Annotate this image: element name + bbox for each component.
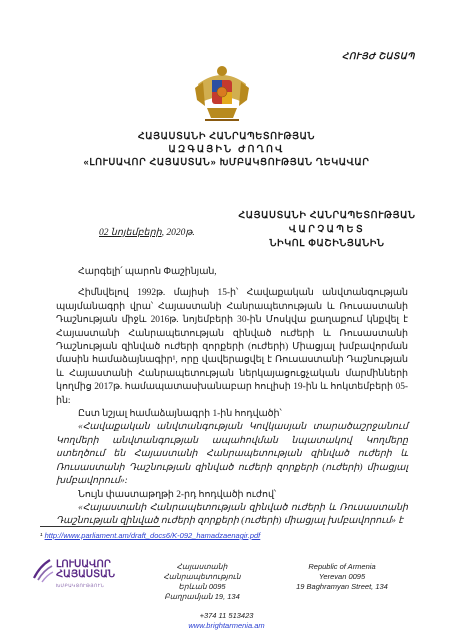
footnote bbox=[40, 531, 260, 540]
coat-of-arms-emblem bbox=[193, 62, 251, 124]
urgency-stamp: ՀՈՒՅԺ ՇԱՏԱՊ bbox=[341, 51, 415, 61]
addressee-line-title: ՎԱՐՉԱՊԵՏ bbox=[288, 224, 366, 235]
address-am-line: Երևան 0095 bbox=[178, 582, 226, 591]
address-am-line: Հայաստանի Հանրապետություն bbox=[163, 562, 241, 581]
body-paragraph: Նույն փաստաթղթի 2-րդ հոդվածի ուժով՝ bbox=[78, 489, 277, 500]
logo-wordmark bbox=[56, 560, 115, 580]
phone-number: +374 11 513423 bbox=[199, 611, 254, 620]
address-am-line: Բաղրամյան 19, 134 bbox=[164, 592, 240, 601]
website-link[interactable]: www.brightarmenia.am bbox=[188, 621, 265, 630]
date-year: , 2020թ. bbox=[161, 228, 195, 238]
body-paragraph: Ըստ նշյալ համաձայնագրի 1-ին հոդվածի՝ bbox=[78, 409, 282, 420]
address-armenian bbox=[150, 562, 254, 602]
body-paragraph: Հիմնվելով 1992թ. մայիսի 15-ի՝ Հավաքական անվտանգության պայմանագրի վրա՝ Հայաստանի Հանրապետության և Ռուսաստանի Դաշնության միջև 2016թ. նոյեմբերի 30-ին Մոսկվա քաղաքում կնքվել է Հայաստանի Հանրապետության զինված ուժերի և Ռուսաստանի Դաշնության զինված ուժերի զորքերի (ուժերի) Միացյալ խմբավորման մասին համաձայնագիր¹, որը վավերացվել է Ռուսաստանի Դաշնության և Հայաստանի Հանրապետության ներկայացուցչական մարմինների կողմից 2017թ. համապատասխանաբար հուլիսի 19-ին և հոկտեմբերի 05-ին: bbox=[56, 288, 408, 406]
logo-subtitle: ԽՄԲԱԿՑՈՒԹՅՈՒՆ bbox=[56, 583, 105, 588]
org-line-assembly: ԱԶԳԱՅԻՆ ԺՈՂՈՎ bbox=[168, 144, 285, 155]
body-quote: «Հայաստանի Հանրապետության զինված ուժերի և Ռուսաստանի Դաշնության զինված ուժերի զորքերի (ուժերի) միացյալ խմբավորում» է bbox=[56, 502, 408, 527]
date-day: 02 նոյեմբերի bbox=[99, 228, 162, 238]
footnote-marker: ¹ bbox=[40, 531, 43, 540]
org-line-republic: ՀԱՅԱՍՏԱՆԻ ՀԱՆՐԱՊԵՏՈՒԹՅԱՆ bbox=[137, 131, 316, 142]
salutation: Հարգելի՛ պարոն Փաշինյան, bbox=[78, 267, 217, 277]
contact-info bbox=[0, 611, 453, 631]
addressee-block bbox=[232, 209, 422, 251]
footnote-divider bbox=[40, 526, 160, 527]
logo-word-bottom: ՀԱՅԱՍՏԱՆ bbox=[56, 569, 116, 580]
letter-date bbox=[99, 227, 195, 238]
body-quote: «Հավաքական անվտանգության Կովկասյան տարածաշրջանում Կողմերի անվտանգության ապահովման նպատակով Կողմերը ստեղծում են Հայաստանի Հանրապետության զինված ուժերի և Ռուսաստանի Դաշնության զինված ուժերի զորքերի (ուժերի) միացյալ խմբավորում»: bbox=[56, 422, 408, 487]
logo-word-top: ԼՈՒՍԱՎՈՐ bbox=[56, 559, 111, 570]
address-english bbox=[272, 562, 412, 592]
addressee-line-republic: ՀԱՅԱՍՏԱՆԻ ՀԱՆՐԱՊԵՏՈՒԹՅԱՆ bbox=[238, 210, 416, 221]
letter-body bbox=[56, 266, 408, 529]
sender-organization bbox=[0, 130, 453, 169]
address-en-line: Republic of Armenia bbox=[308, 562, 376, 571]
address-en-line: Yerevan 0095 bbox=[318, 572, 366, 581]
org-line-faction: «ԼՈՒՍԱՎՈՐ ՀԱՅԱՍՏԱՆ» ԽՄԲԱԿՑՈՒԹՅԱՆ ՂԵԿԱՎԱՐ bbox=[83, 157, 370, 168]
address-en-line: 19 Baghramyan Street, 134 bbox=[296, 582, 388, 591]
addressee-line-name: ՆԻԿՈԼ ՓԱՇԻՆՅԱՆԻՆ bbox=[269, 238, 385, 249]
footnote-link[interactable]: http://www.parliament.am/draft_docs6/K-092_hamadzaenagir.pdf bbox=[44, 531, 261, 540]
